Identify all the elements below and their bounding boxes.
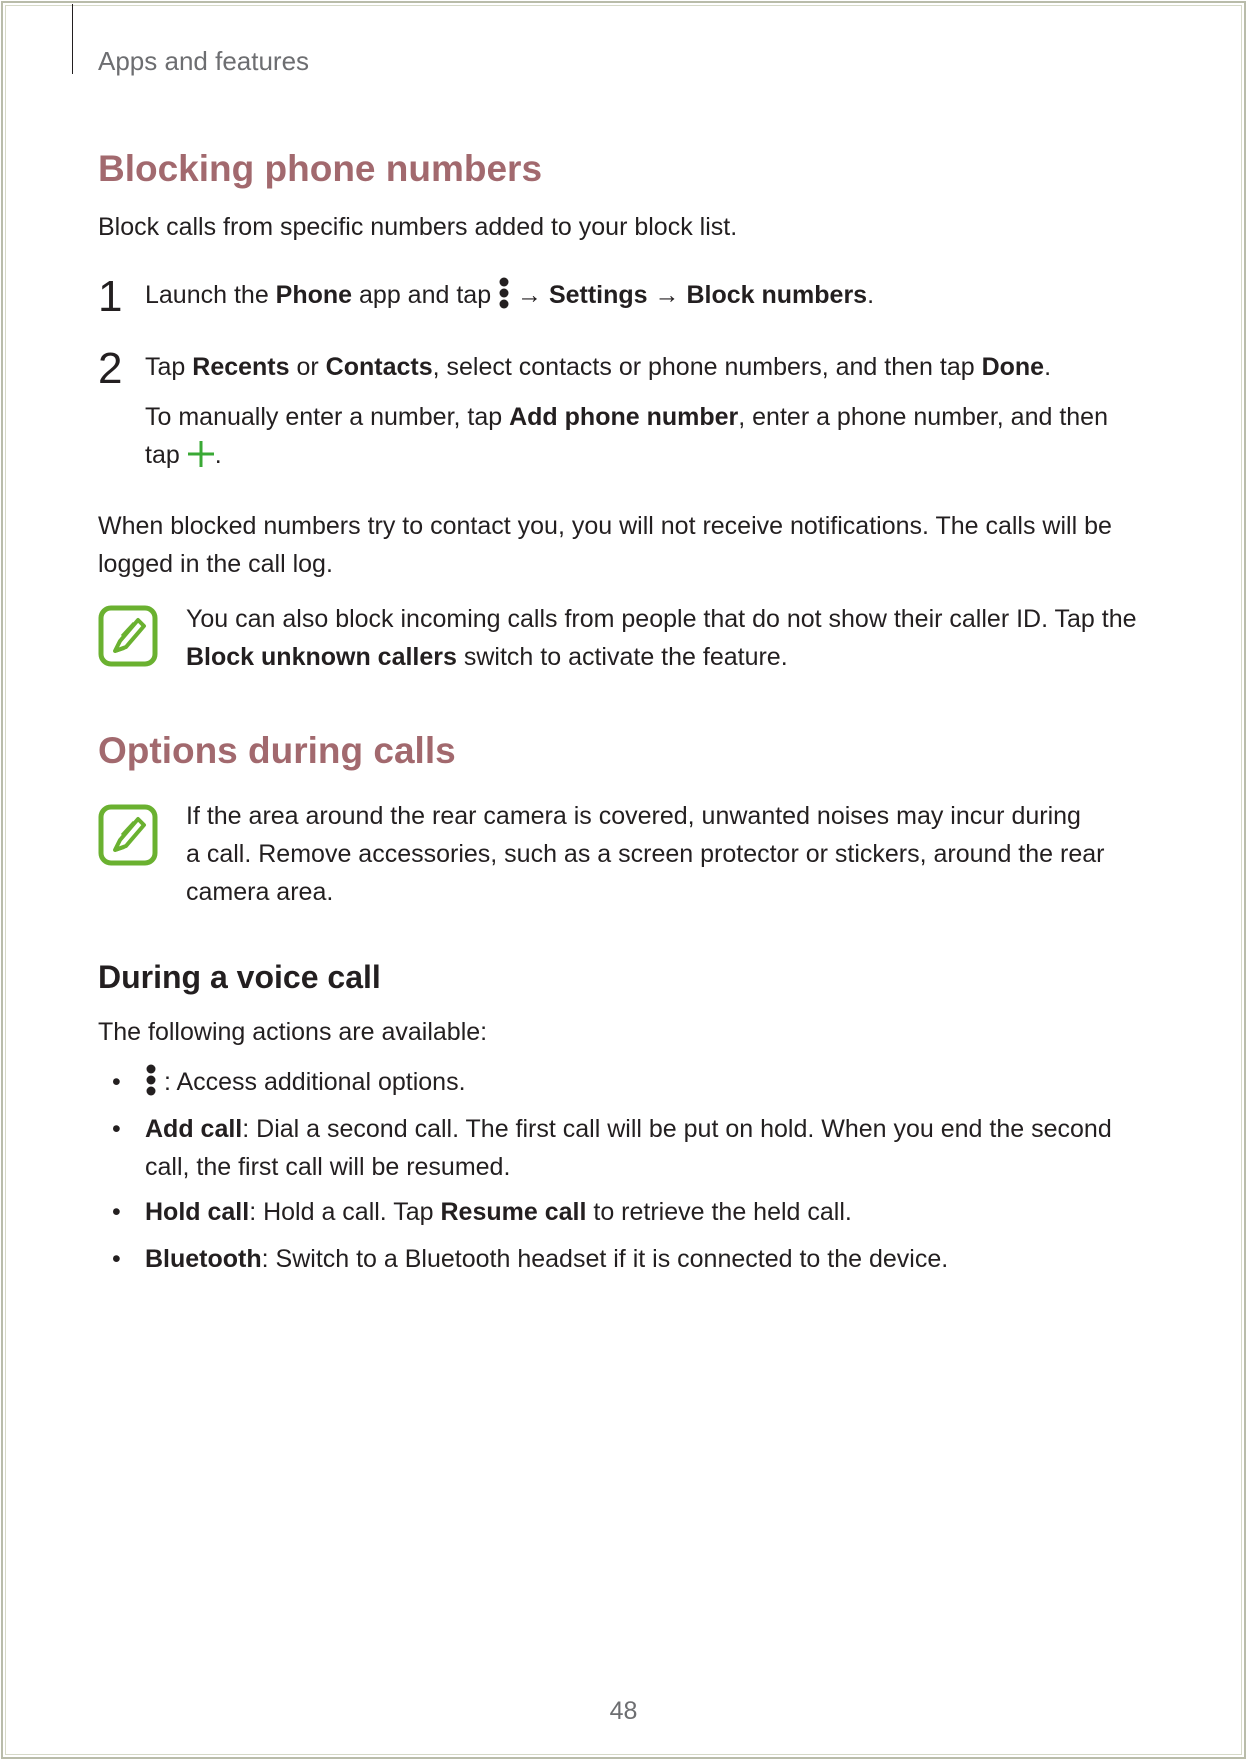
bluetooth-label: Bluetooth [145,1245,262,1273]
step-1-text: Launch the Phone app and tap → Settings → Block numbers. [145,277,874,314]
hold-call-label: Hold call [145,1198,250,1226]
phone-app-label: Phone [275,281,353,309]
note-icon [98,804,158,866]
add-call-label: Add call [145,1115,243,1143]
bullet-marker: • [112,1245,121,1273]
bullet-add-call-line-1: Add call: Dial a second call. The first call will be put on hold. When you end the second [145,1115,1112,1143]
blocking-para-line-2: logged in the call log. [98,550,333,578]
bullet-bluetooth: Bluetooth: Switch to a Bluetooth headset if it is connected to the device. [145,1245,949,1273]
note-icon [98,605,158,667]
section-title-blocking: Blocking phone numbers [98,148,543,189]
bullet-marker: • [112,1068,121,1096]
bullet-more-options: : Access additional options. [145,1064,466,1101]
note-blocking-line-2: Block unknown callers switch to activate the feature. [186,643,788,671]
step-number-2: 2 [98,344,123,393]
blocking-intro: Block calls from specific numbers added to your block list. [98,213,738,241]
step-number-1: 1 [98,272,123,321]
step-2-subtext-line-2: tap . [145,441,222,469]
block-numbers-label: Block numbers [686,281,868,309]
step-2-subtext-line-1: To manually enter a number, tap Add phone number, enter a phone number, and then [145,403,1108,431]
voice-intro: The following actions are available: [98,1018,488,1046]
page-number: 48 [609,1697,638,1725]
subsection-title-voice-call: During a voice call [98,959,381,995]
header-rule [72,4,73,74]
section-title-options: Options during calls [98,730,456,771]
section-header: Apps and features [98,46,310,76]
blocking-para-line-1: When blocked numbers try to contact you, you will not receive notifications. The calls will be [98,512,1112,540]
bullet-hold-call: Hold call: Hold a call. Tap Resume call to retrieve the held call. [145,1198,852,1226]
bullet-marker: • [112,1198,121,1226]
note-blocking-line-1: You can also block incoming calls from people that do not show their caller ID. Tap the [186,605,1137,633]
bullet-add-call-line-2: call, the first call will be resumed. [145,1153,511,1181]
bullet-marker: • [112,1115,121,1143]
resume-call-label: Resume call [440,1198,587,1226]
settings-label: Settings [548,281,648,309]
more-options-icon [145,1064,157,1096]
step-2-text: Tap Recents or Contacts, select contacts or phone numbers, and then tap Done. [145,353,1052,381]
block-unknown-callers-label: Block unknown callers [186,643,457,671]
add-plus-icon [187,440,215,468]
note-options-line-1: If the area around the rear camera is covered, unwanted noises may incur during [186,802,1081,830]
note-options-line-3: camera area. [186,878,334,906]
more-options-icon [498,277,510,309]
note-options-line-2: a call. Remove accessories, such as a screen protector or stickers, around the rear [186,840,1105,868]
